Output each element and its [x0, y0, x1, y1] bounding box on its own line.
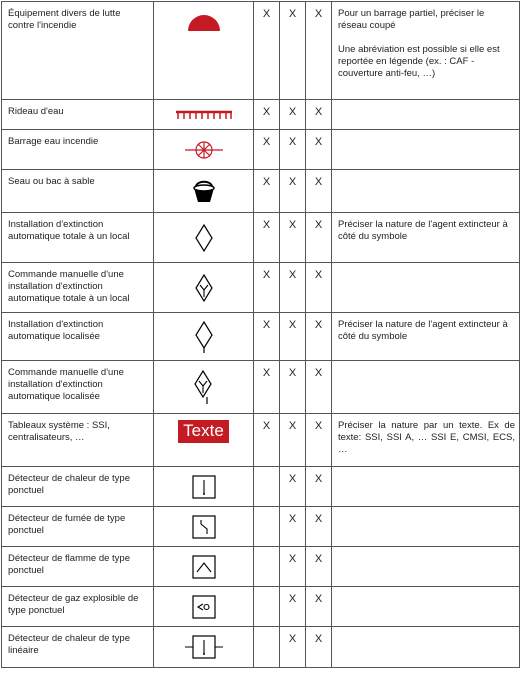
table-row	[2, 627, 520, 668]
mark-col-1: X	[254, 414, 280, 467]
row-label: Détecteur de chaleur de type linéaire	[2, 627, 154, 668]
symbols-table	[1, 1, 520, 668]
row-note	[332, 263, 520, 313]
table-row	[2, 361, 520, 414]
table-row	[2, 547, 520, 587]
mark-col-2: X	[280, 213, 306, 263]
smoke-detector-icon	[191, 514, 217, 540]
row-label: Équipement divers de lutte contre l'incendie	[2, 2, 154, 100]
mark-col-2: X	[280, 130, 306, 170]
sand-bucket-icon	[190, 178, 218, 204]
mark-col-1: X	[254, 100, 280, 130]
mark-col-3: X	[306, 100, 332, 130]
mark-col-3: X	[306, 627, 332, 668]
mark-col-1: X	[254, 213, 280, 263]
row-note	[332, 627, 520, 668]
note-text-2: Une abréviation est possible si elle est reportée en légende (ex. : CAF - couverture anti-feu, …)	[338, 44, 500, 79]
mark-col-3: X	[306, 414, 332, 467]
row-label: Détecteur de gaz explosible de type ponctuel	[2, 587, 154, 627]
symbol-cell	[154, 100, 254, 130]
mark-col-3: X	[306, 2, 332, 100]
row-label: Barrage eau incendie	[2, 130, 154, 170]
table-row	[2, 100, 520, 130]
mark-col-1: X	[254, 361, 280, 414]
mark-col-1: X	[254, 130, 280, 170]
row-note	[332, 507, 520, 547]
note-text: Pour un barrage partiel, préciser le réseau coupé	[338, 8, 485, 31]
mark-col-2: X	[280, 547, 306, 587]
mark-col-1: X	[254, 313, 280, 361]
row-note	[332, 587, 520, 627]
mark-col-3: X	[306, 263, 332, 313]
mark-col-1	[254, 507, 280, 547]
symbol-cell	[154, 627, 254, 668]
heat-detector-icon	[191, 474, 217, 500]
row-label: Détecteur de fumée de type ponctuel	[2, 507, 154, 547]
row-label: Installation d'extinction automatique totale à un local	[2, 213, 154, 263]
row-note	[332, 547, 520, 587]
diamond-icon	[194, 223, 214, 253]
symbol-cell	[154, 361, 254, 414]
symbol-cell	[154, 213, 254, 263]
mark-col-1	[254, 467, 280, 507]
mark-col-3: X	[306, 213, 332, 263]
mark-col-3: X	[306, 313, 332, 361]
linear-heat-detector-icon	[184, 634, 224, 660]
row-label: Commande manuelle d'une installation d'extinction automatique totale à un local	[2, 263, 154, 313]
row-label: Installation d'extinction automatique localisée	[2, 313, 154, 361]
symbol-cell	[154, 507, 254, 547]
mark-col-1: X	[254, 170, 280, 213]
table-row	[2, 467, 520, 507]
half-disc-red-icon	[186, 12, 222, 32]
water-barrier-icon	[184, 139, 224, 161]
table-row	[2, 313, 520, 361]
table-row	[2, 263, 520, 313]
diamond-local-icon	[194, 320, 214, 354]
water-curtain-icon	[174, 109, 234, 121]
mark-col-2: X	[280, 361, 306, 414]
table-row	[2, 170, 520, 213]
mark-col-2: X	[280, 587, 306, 627]
mark-col-2: X	[280, 170, 306, 213]
symbol-cell	[154, 130, 254, 170]
mark-col-3: X	[306, 467, 332, 507]
gas-detector-icon	[191, 594, 217, 620]
row-label: Détecteur de chaleur de type ponctuel	[2, 467, 154, 507]
row-note	[332, 361, 520, 414]
row-note: Préciser la nature de l'agent extincteur à côté du symbole	[332, 213, 520, 263]
mark-col-3: X	[306, 547, 332, 587]
diamond-manual-local-icon	[193, 369, 215, 405]
row-note: Préciser la nature de l'agent extincteur à côté du symbole	[332, 313, 520, 361]
mark-col-2: X	[280, 2, 306, 100]
symbol-cell	[154, 170, 254, 213]
mark-col-2: X	[280, 414, 306, 467]
table-row	[2, 2, 520, 100]
symbol-cell	[154, 547, 254, 587]
row-label: Détecteur de flamme de type ponctuel	[2, 547, 154, 587]
row-note	[332, 100, 520, 130]
symbol-cell	[154, 2, 254, 100]
table-row	[2, 213, 520, 263]
symbol-cell	[154, 587, 254, 627]
row-label: Tableaux système : SSI, centralisateurs, …	[2, 414, 154, 467]
row-note	[332, 130, 520, 170]
symbol-cell	[154, 467, 254, 507]
mark-col-1: X	[254, 263, 280, 313]
mark-col-1: X	[254, 2, 280, 100]
row-label: Commande manuelle d'une installation d'extinction automatique localisée	[2, 361, 154, 414]
mark-col-2: X	[280, 627, 306, 668]
mark-col-3: X	[306, 507, 332, 547]
symbol-cell	[154, 414, 254, 467]
diamond-manual-icon	[194, 273, 214, 303]
mark-col-3: X	[306, 170, 332, 213]
mark-col-2: X	[280, 100, 306, 130]
row-note	[332, 170, 520, 213]
mark-col-1	[254, 547, 280, 587]
table-row	[2, 587, 520, 627]
mark-col-1	[254, 587, 280, 627]
row-note	[332, 467, 520, 507]
mark-col-1	[254, 627, 280, 668]
symbol-cell	[154, 263, 254, 313]
mark-col-3: X	[306, 130, 332, 170]
mark-col-2: X	[280, 263, 306, 313]
row-note: Préciser la nature par un texte. Ex de texte: SSI, SSI A, … SSI E, CMSI, ECS, …	[332, 414, 520, 467]
mark-col-3: X	[306, 587, 332, 627]
symbol-cell	[154, 313, 254, 361]
mark-col-2: X	[280, 313, 306, 361]
texte-badge: Texte	[178, 420, 229, 443]
row-label: Rideau d'eau	[2, 100, 154, 130]
flame-detector-icon	[191, 554, 217, 580]
row-label: Seau ou bac à sable	[2, 170, 154, 213]
table-row	[2, 414, 520, 467]
table-row	[2, 130, 520, 170]
mark-col-3: X	[306, 361, 332, 414]
mark-col-2: X	[280, 507, 306, 547]
row-note	[332, 2, 520, 100]
table-row	[2, 507, 520, 547]
mark-col-2: X	[280, 467, 306, 507]
